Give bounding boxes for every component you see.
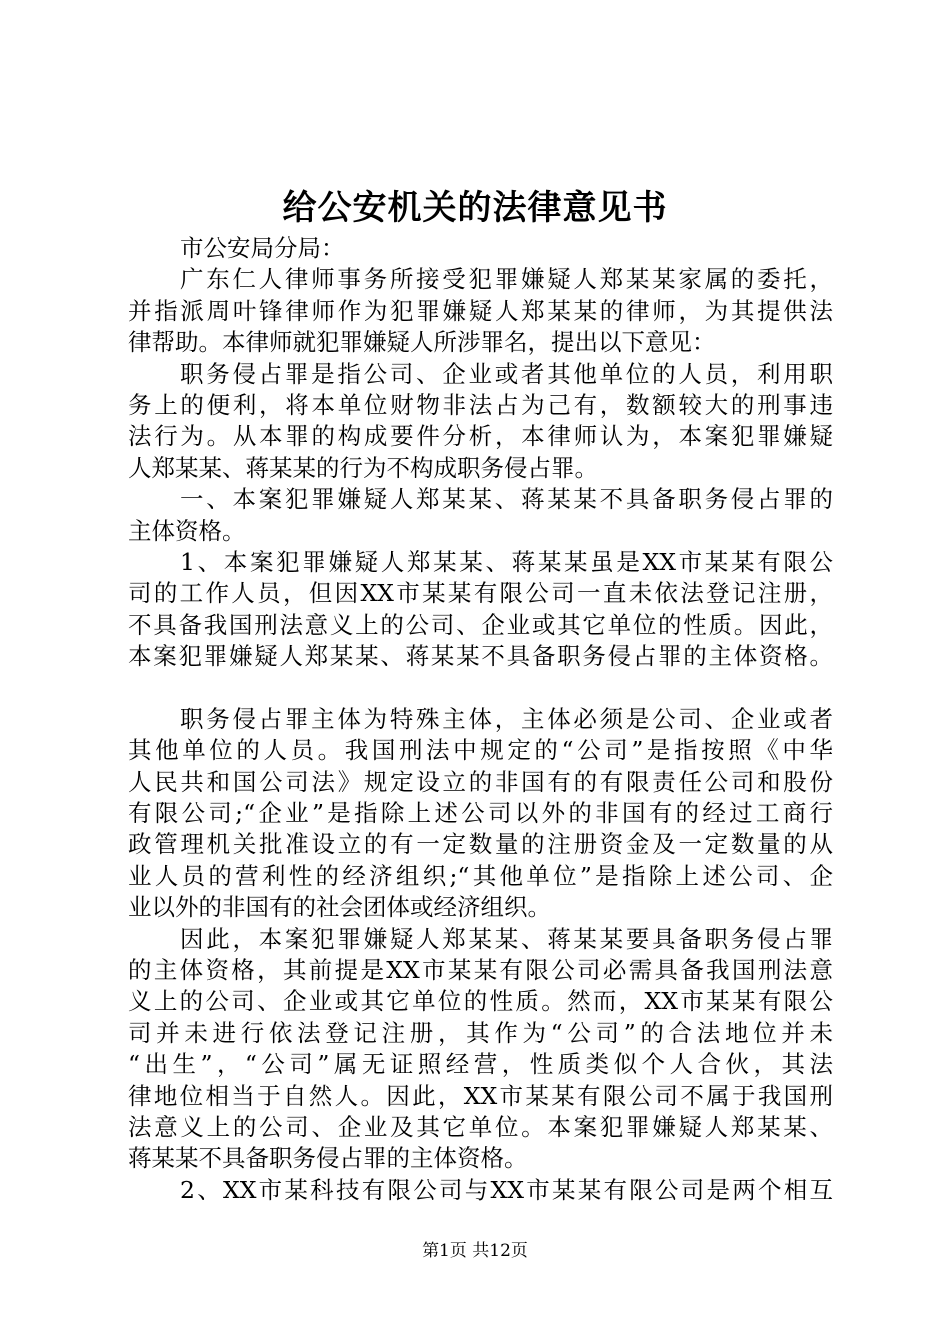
body-text-line: 2、XX市某科技有限公司与XX市某某有限公司是两个相互 [180,1175,833,1204]
body-text-line: 市公安局分局： [180,234,345,262]
body-text-line: 司的工作人员，但因XX市某某有限公司一直未依法登记注册， [128,579,833,608]
body-text-line: 律帮助。本律师就犯罪嫌疑人所涉罪名，提出以下意见： [128,328,716,357]
body-text-line: “出生”，“公司”属无证照经营，性质类似个人合伙，其法 [128,1050,833,1079]
body-text-line: 有限公司;“企业”是指除上述公司以外的非国有的经过工商行 [128,799,833,828]
body-text-line: 律地位相当于自然人。因此，XX市某某有限公司不属于我国刑 [128,1081,833,1110]
body-text-line: 蒋某某不具备职务侵占罪的主体资格。 [128,1144,528,1173]
body-text-line: 政管理机关批准设立的有一定数量的注册资金及一定数量的从 [128,830,833,859]
document-title: 给公安机关的法律意见书 [282,188,668,228]
body-text-line: 法意义上的公司、企业及其它单位。本案犯罪嫌疑人郑某某、 [128,1112,833,1141]
body-text-line: 一、本案犯罪嫌疑人郑某某、蒋某某不具备职务侵占罪的 [180,485,833,514]
body-text-line: 法行为。从本罪的构成要件分析，本律师认为，本案犯罪嫌疑 [128,422,833,451]
body-text-line: 职务侵占罪主体为特殊主体，主体必须是公司、企业或者 [180,704,833,733]
body-text-line: 本案犯罪嫌疑人郑某某、蒋某某不具备职务侵占罪的主体资格。 [128,642,833,671]
body-text-line: 义上的公司、企业或其它单位的性质。然而，XX市某某有限公 [128,987,833,1016]
body-text-line: 的主体资格，其前提是XX市某某有限公司必需具备我国刑法意 [128,955,833,984]
blank-line [128,672,833,703]
body-text-line: 其他单位的人员。我国刑法中规定的“公司”是指按照《中华 [128,736,833,765]
body-text-line: 人民共和国公司法》规定设立的非国有的有限责任公司和股份 [128,767,833,796]
body-text-line: 务上的便利，将本单位财物非法占为己有，数额较大的刑事违 [128,390,833,419]
document-body [128,233,833,1206]
body-text-line: 业以外的非国有的社会团体或经济组织。 [128,893,551,922]
page-footer: 第1页 共12页 [422,1241,528,1261]
body-text-line: 不具备我国刑法意义上的公司、企业或其它单位的性质。因此， [128,610,833,639]
body-text-line: 人郑某某、蒋某某的行为不构成职务侵占罪。 [128,453,598,482]
body-text-line: 业人员的营利性的经济组织;“其他单位”是指除上述公司、企 [128,861,833,890]
body-text-line: 主体资格。 [128,516,246,545]
body-text-line: 司并未进行依法登记注册，其作为“公司”的合法地位并未 [128,1018,833,1047]
body-text-line: 职务侵占罪是指公司、企业或者其他单位的人员，利用职 [180,359,833,388]
body-text-line: 广东仁人律师事务所接受犯罪嫌疑人郑某某家属的委托， [180,265,833,294]
body-text-line: 因此，本案犯罪嫌疑人郑某某、蒋某某要具备职务侵占罪 [180,924,833,953]
body-text-line: 并指派周叶锋律师作为犯罪嫌疑人郑某某的律师，为其提供法 [128,296,833,325]
body-text-line: 1、本案犯罪嫌疑人郑某某、蒋某某虽是XX市某某有限公 [180,547,833,576]
